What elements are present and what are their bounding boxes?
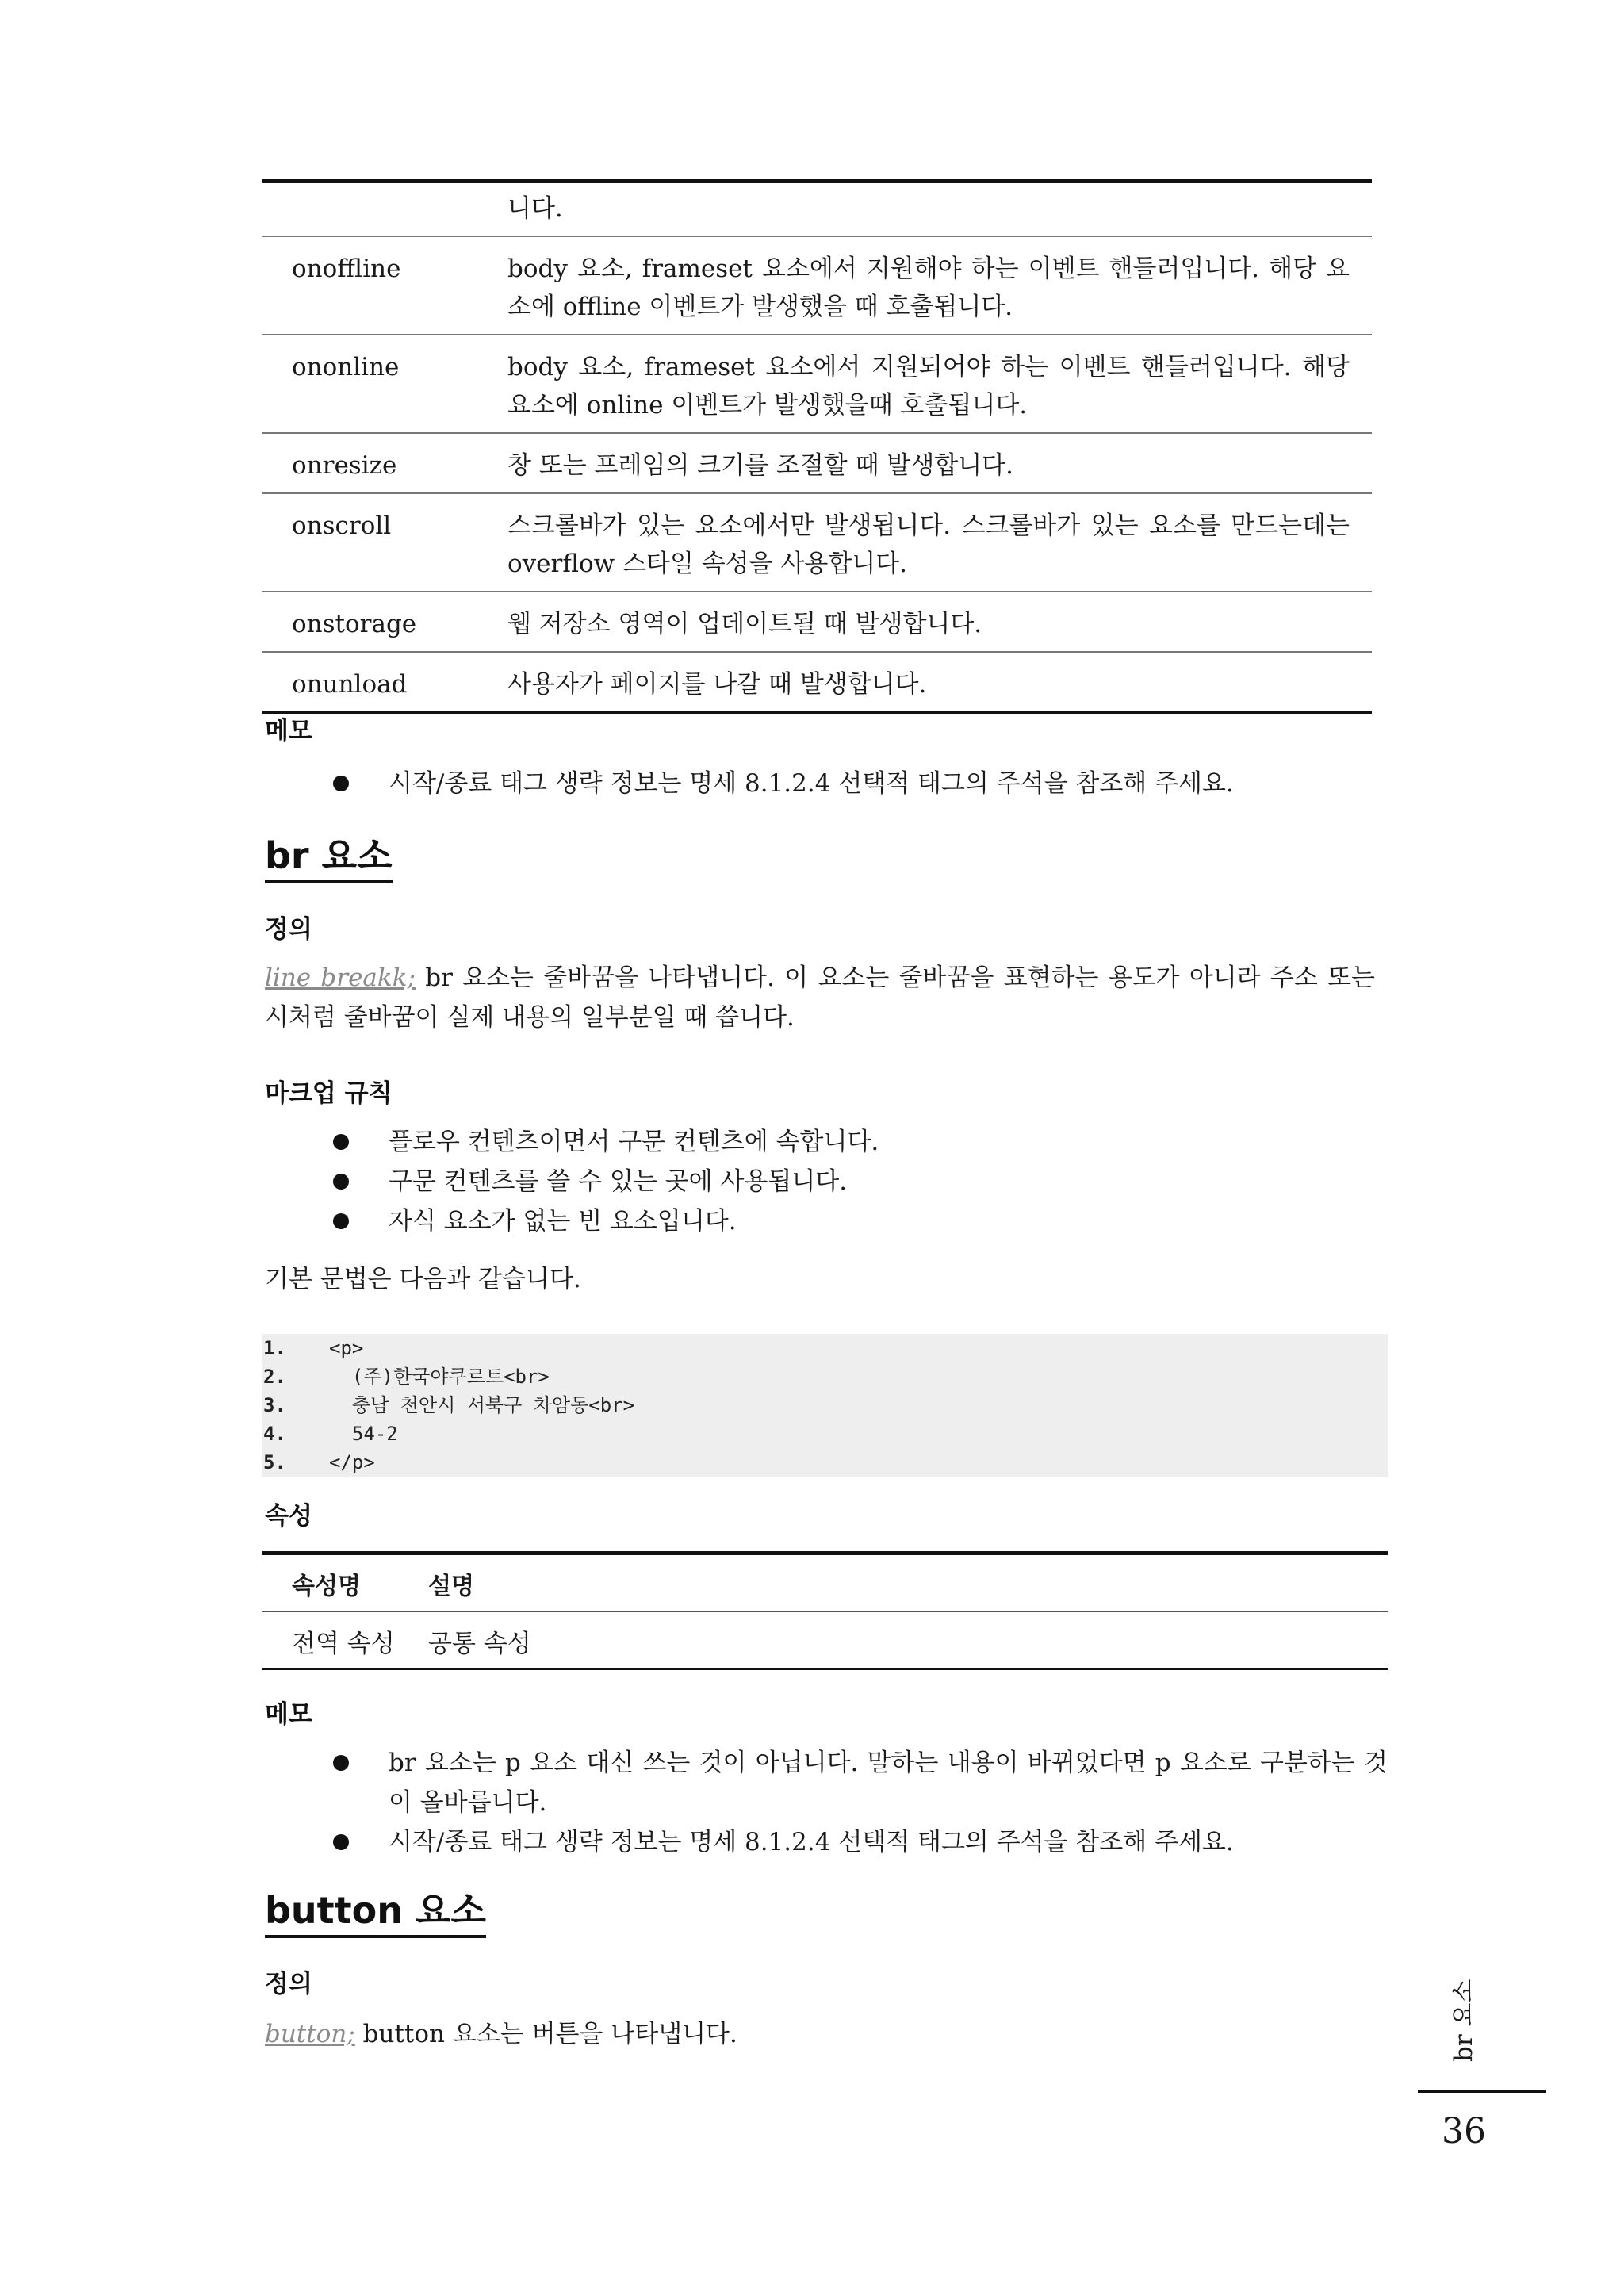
term-link[interactable]: line breakk; xyxy=(265,964,416,992)
definition-text: button; button 요소는 버튼을 나타냅니다. xyxy=(265,2020,737,2048)
memo-label: 메모 xyxy=(265,717,312,745)
attributes-label: 속성 xyxy=(265,1502,312,1531)
memo-list xyxy=(333,764,1388,803)
table-row xyxy=(262,494,1372,592)
section-heading-br: br 요소 xyxy=(265,833,393,883)
event-name: onstorage xyxy=(292,610,417,638)
bullet-icon xyxy=(333,776,349,791)
list-item: 자식 요소가 없는 빈 요소입니다. xyxy=(333,1201,1388,1241)
event-description: body 요소, frameset 요소에서 지원해야 하는 이벤트 핸들러입니다. 해당 요소에 offline 이벤트가 발생했을 때 호출됩니다. xyxy=(508,255,1350,321)
event-name: onresize xyxy=(292,451,397,480)
event-name xyxy=(262,183,508,236)
event-name: ononline xyxy=(292,353,400,381)
table-row xyxy=(262,237,1372,335)
bullet-icon xyxy=(333,1755,349,1771)
code-block xyxy=(262,1334,1388,1477)
definition-text: line breakk; br 요소는 줄바꿈을 나타냅니다. 이 요소는 줄바꿈을 표현하는 용도가 아니라 주소 또는 시처럼 줄바꿈이 실제 내용의 일부분일 때 씁니다. xyxy=(265,964,1375,1032)
event-name: onoffline xyxy=(292,255,401,283)
memo-label: 메모 xyxy=(265,1700,312,1729)
attributes-table xyxy=(262,1551,1388,1670)
side-section-label: br 요소 xyxy=(1450,1979,1478,2062)
event-description: 니다. xyxy=(508,194,563,223)
column-header: 설명 xyxy=(428,1573,474,1600)
event-description: 웹 저장소 영역이 업데이트될 때 발생합니다. xyxy=(508,610,982,638)
code-line: 3. 충남 천안시 서북구 차암동<br> xyxy=(263,1394,635,1416)
list-item: 시작/종료 태그 생략 정보는 명세 8.1.2.4 선택적 태그의 주석을 참조해 주세요. xyxy=(333,1822,1388,1862)
code-line: 5. </p> xyxy=(263,1451,375,1473)
markup-rules-list xyxy=(333,1122,1388,1241)
memo-list xyxy=(333,1743,1388,1862)
event-description: 사용자가 페이지를 나갈 때 발생합니다. xyxy=(508,670,927,699)
table-row xyxy=(262,335,1372,434)
event-description: body 요소, frameset 요소에서 지원되어야 하는 이벤트 핸들러입니다. 해당 요소에 online 이벤트가 발생했을때 호출됩니다. xyxy=(508,353,1350,420)
table-row xyxy=(262,653,1372,711)
event-handler-table xyxy=(262,179,1372,714)
page-number: 36 xyxy=(1442,2111,1486,2151)
event-name: onscroll xyxy=(292,511,392,540)
table-row xyxy=(262,183,1372,237)
definition-label: 정의 xyxy=(265,1970,312,1998)
code-line: 4. 54-2 xyxy=(263,1423,398,1445)
markup-rules-label: 마크업 규칙 xyxy=(265,1079,393,1108)
event-description: 창 또는 프레임의 크기를 조절할 때 발생합니다. xyxy=(508,451,1013,480)
table-cell: 공통 속성 xyxy=(428,1630,531,1658)
code-line: 1. <p> xyxy=(263,1337,364,1359)
syntax-intro: 기본 문법은 다음과 같습니다. xyxy=(265,1265,581,1293)
list-item: 구문 컨텐츠를 쓸 수 있는 곳에 사용됩니다. xyxy=(333,1162,1388,1201)
table-cell: 전역 속성 xyxy=(292,1630,395,1658)
footer-divider xyxy=(1418,2090,1546,2093)
bullet-icon xyxy=(333,1134,349,1150)
bullet-icon xyxy=(333,1834,349,1850)
list-item: 시작/종료 태그 생략 정보는 명세 8.1.2.4 선택적 태그의 주석을 참조해 주세요. xyxy=(333,764,1388,803)
definition-label: 정의 xyxy=(265,915,312,944)
table-row xyxy=(262,1612,1388,1668)
event-name: onunload xyxy=(292,670,408,699)
bullet-icon xyxy=(333,1174,349,1190)
table-row xyxy=(262,592,1372,653)
term-link[interactable]: button; xyxy=(265,2020,355,2048)
column-header: 속성명 xyxy=(292,1573,361,1600)
table-header-row xyxy=(262,1555,1388,1612)
table-row xyxy=(262,434,1372,494)
bullet-icon xyxy=(333,1213,349,1229)
section-heading-button: button 요소 xyxy=(265,1887,486,1938)
event-description: 스크롤바가 있는 요소에서만 발생됩니다. 스크롤바가 있는 요소를 만드는데는 overflow 스타일 속성을 사용합니다. xyxy=(508,511,1350,578)
list-item: 플로우 컨텐츠이면서 구문 컨텐츠에 속합니다. xyxy=(333,1122,1388,1162)
list-item: br 요소는 p 요소 대신 쓰는 것이 아닙니다. 말하는 내용이 바뀌었다면 p 요소로 구분하는 것이 올바릅니다. xyxy=(333,1743,1388,1822)
code-line: 2. (주)한국야쿠르트<br> xyxy=(263,1366,550,1388)
